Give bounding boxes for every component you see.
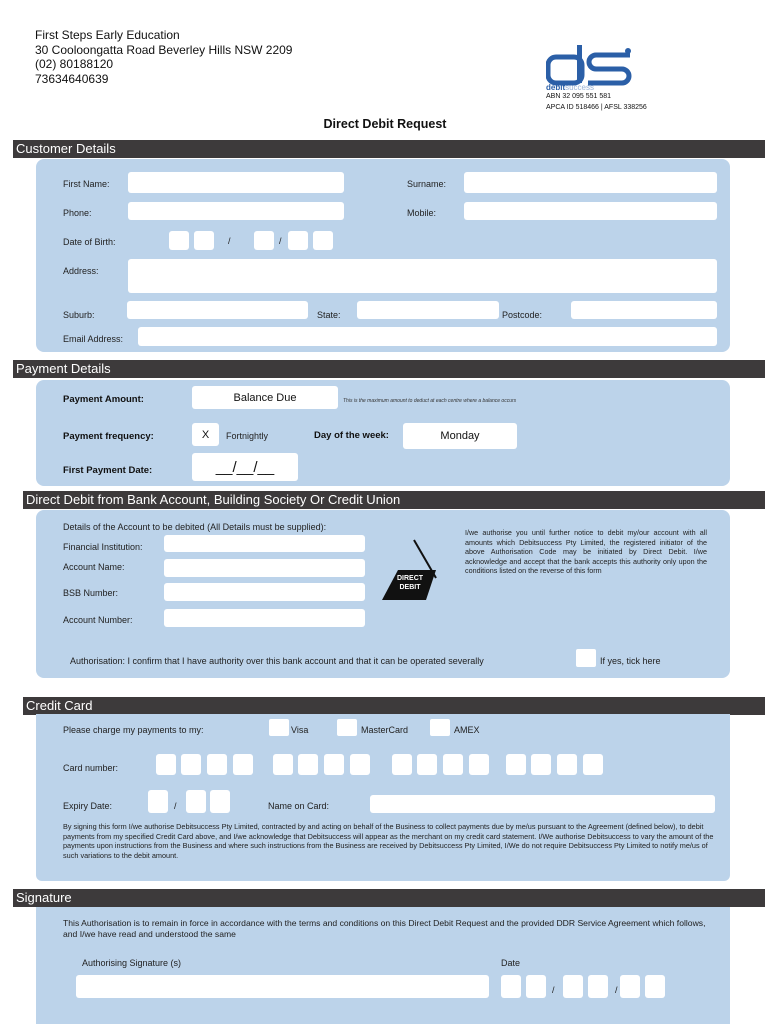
state-label: State: — [317, 310, 341, 320]
first-name-field[interactable] — [128, 172, 344, 193]
amex-checkbox[interactable] — [430, 719, 450, 736]
state-field[interactable] — [357, 301, 499, 319]
card-digit-box[interactable] — [469, 754, 489, 775]
business-phone: (02) 80188120 — [35, 57, 114, 71]
payment-details-header: Payment Details — [13, 360, 765, 378]
business-name: First Steps Early Education — [35, 28, 180, 42]
expiry-slash: / — [174, 801, 177, 811]
customer-details-header: Customer Details — [13, 140, 765, 158]
card-digit-box[interactable] — [273, 754, 293, 775]
mobile-field[interactable] — [464, 202, 717, 220]
sig-date-month-1[interactable] — [563, 975, 583, 998]
authorise-paragraph: I/we authorise you until further notice to debit my/our account with all amounts which Debitsuccess Pty Limited, the registered initiator of the above Authorisation Code may be initiated by Direct Debit. I/we acknowledge and accept that the bank accepts this authority only upon the conditions listed on the reverse of this form — [465, 528, 707, 576]
dob-day-2[interactable] — [194, 231, 214, 250]
badge-line-1: DIRECT — [396, 575, 424, 582]
direct-debit-badge — [380, 538, 460, 604]
direct-debit-icon — [380, 538, 460, 604]
phone-field[interactable] — [128, 202, 344, 220]
business-details — [35, 28, 292, 86]
sig-date-day-1[interactable] — [501, 975, 521, 998]
card-digit-box[interactable] — [531, 754, 551, 775]
card-number-label: Card number: — [63, 763, 119, 773]
surname-field[interactable] — [464, 172, 717, 193]
sig-date-day-2[interactable] — [526, 975, 546, 998]
expiry-date-label: Expiry Date: — [63, 801, 113, 811]
dob-year-2[interactable] — [313, 231, 333, 250]
name-on-card-field[interactable] — [370, 795, 715, 813]
account-number-label: Account Number: — [63, 615, 133, 625]
signature-statement: This Authorisation is to remain in force in accordance with the terms and conditions on this Direct Debit Request and the provided DDR Service Agreement which follows, and I/we have read and understood the same — [63, 918, 706, 939]
card-digit-box[interactable] — [350, 754, 370, 775]
dob-day-1[interactable] — [169, 231, 189, 250]
card-digit-box[interactable] — [324, 754, 344, 775]
account-name-field[interactable] — [164, 559, 365, 577]
expiry-year-2[interactable] — [210, 790, 230, 813]
card-digit-box[interactable] — [392, 754, 412, 775]
bsb-number-label: BSB Number: — [63, 588, 119, 598]
payment-amount-label: Payment Amount: — [63, 394, 144, 405]
date-label: Date — [501, 958, 521, 968]
address-field[interactable] — [128, 259, 717, 293]
card-digit-box[interactable] — [207, 754, 227, 775]
page-title: Direct Debit Request — [323, 117, 447, 131]
payment-amount-note: This is the maximum amount to deduct at each centre where a balance occurs — [343, 398, 517, 404]
card-digit-box[interactable] — [156, 754, 176, 775]
card-digit-box[interactable] — [583, 754, 603, 775]
card-digit-box[interactable] — [298, 754, 318, 775]
tick-here-label: If yes, tick here — [600, 656, 661, 666]
day-of-week-field[interactable]: Monday — [403, 423, 517, 449]
postcode-field[interactable] — [571, 301, 717, 319]
dob-month-1[interactable] — [254, 231, 274, 250]
business-address: 30 Cooloongatta Road Beverley Hills NSW 2209 — [35, 42, 293, 57]
credit-card-header: Credit Card — [23, 697, 765, 715]
authorising-signature-label: Authorising Signature (s) — [82, 958, 182, 968]
postcode-label: Postcode: — [502, 310, 543, 320]
account-number-field[interactable] — [164, 609, 365, 627]
sig-date-slash-2: / — [615, 985, 618, 995]
expiry-year-1[interactable] — [186, 790, 206, 813]
address-label: Address: — [63, 266, 99, 276]
frequency-checkbox[interactable]: X — [192, 423, 219, 446]
dob-label: Date of Birth: — [63, 237, 116, 247]
business-number: 73634640639 — [35, 71, 109, 86]
direct-debit-header: Direct Debit from Bank Account, Building Society Or Credit Union — [23, 491, 765, 509]
dob-year-1[interactable] — [288, 231, 308, 250]
first-payment-date-label: First Payment Date: — [63, 465, 153, 476]
account-name-label: Account Name: — [63, 562, 125, 572]
bsb-number-field[interactable] — [164, 583, 365, 601]
authorisation-checkbox[interactable] — [576, 649, 596, 667]
name-on-card-label: Name on Card: — [268, 801, 330, 811]
email-label: Email Address: — [63, 334, 124, 344]
logo-abn: ABN 32 095 551 581 — [546, 93, 611, 100]
phone-label: Phone: — [63, 208, 92, 218]
card-number-field — [156, 754, 606, 775]
mastercard-label: MasterCard — [361, 725, 409, 735]
sig-date-month-2[interactable] — [588, 975, 608, 998]
card-digit-box[interactable] — [443, 754, 463, 775]
card-digit-box[interactable] — [233, 754, 253, 775]
email-field[interactable] — [138, 327, 717, 346]
mastercard-checkbox[interactable] — [337, 719, 357, 736]
ds-logo-icon — [546, 43, 636, 87]
expiry-month-1[interactable] — [148, 790, 168, 813]
sig-date-year-1[interactable] — [620, 975, 640, 998]
debitsuccess-logo — [546, 43, 706, 119]
surname-label: Surname: — [407, 179, 447, 189]
card-digit-box[interactable] — [506, 754, 526, 775]
account-details-intro: Details of the Account to be debited (All Details must be supplied): — [63, 522, 327, 532]
first-payment-date-field[interactable]: __/__/__ — [192, 453, 298, 481]
mobile-label: Mobile: — [407, 208, 437, 218]
payment-frequency-label: Payment frequency: — [63, 431, 154, 442]
sig-date-year-2[interactable] — [645, 975, 665, 998]
financial-institution-field[interactable] — [164, 535, 365, 552]
suburb-field[interactable] — [127, 301, 308, 319]
badge-line-2: DEBIT — [399, 584, 421, 591]
visa-label: Visa — [291, 725, 309, 735]
dob-slash-1: / — [228, 236, 231, 246]
day-of-week-label: Day of the week: — [314, 430, 389, 441]
suburb-label: Suburb: — [63, 310, 95, 320]
credit-card-terms: By signing this form I/we authorise Debitsuccess Pty Limited, contracted by and acting on behalf of the Business to collect payments due by me/us pursuant to the Agreement (defined below), to debit payments from my specified Credit Card above, and I/we acknowledge that Debitsuccess will appear as the merchant on my credit card statement. I/We authorise Debitsuccess to vary the amount of the payments upon instructions from the Business and where such instructions from the Business are received by Debitsuccess Pty Limited, I/We do not require Debitsuccess Pty Limited to notify me/us of such variations to the debit amount. — [63, 822, 714, 860]
charge-label: Please charge my payments to my: — [63, 725, 204, 735]
visa-checkbox[interactable] — [269, 719, 289, 736]
signature-header: Signature — [13, 889, 765, 907]
amex-label: AMEX — [454, 725, 480, 735]
payment-amount-field[interactable]: Balance Due — [192, 386, 338, 409]
first-name-label: First Name: — [63, 179, 110, 189]
logo-word-debit: debit — [546, 83, 566, 92]
financial-institution-label: Financial Institution: — [63, 542, 143, 552]
frequency-value: Fortnightly — [226, 431, 269, 441]
logo-apca: APCA ID 518466 | AFSL 338256 — [546, 104, 647, 111]
signature-field[interactable] — [76, 975, 489, 998]
card-digit-box[interactable] — [181, 754, 201, 775]
authorisation-statement: Authorisation: I confirm that I have authority over this bank account and that it can be operated severally — [70, 656, 484, 666]
card-digit-box[interactable] — [417, 754, 437, 775]
card-digit-box[interactable] — [557, 754, 577, 775]
dob-slash-2: / — [279, 236, 282, 246]
sig-date-slash-1: / — [552, 985, 555, 995]
logo-word-success: success — [565, 83, 595, 92]
